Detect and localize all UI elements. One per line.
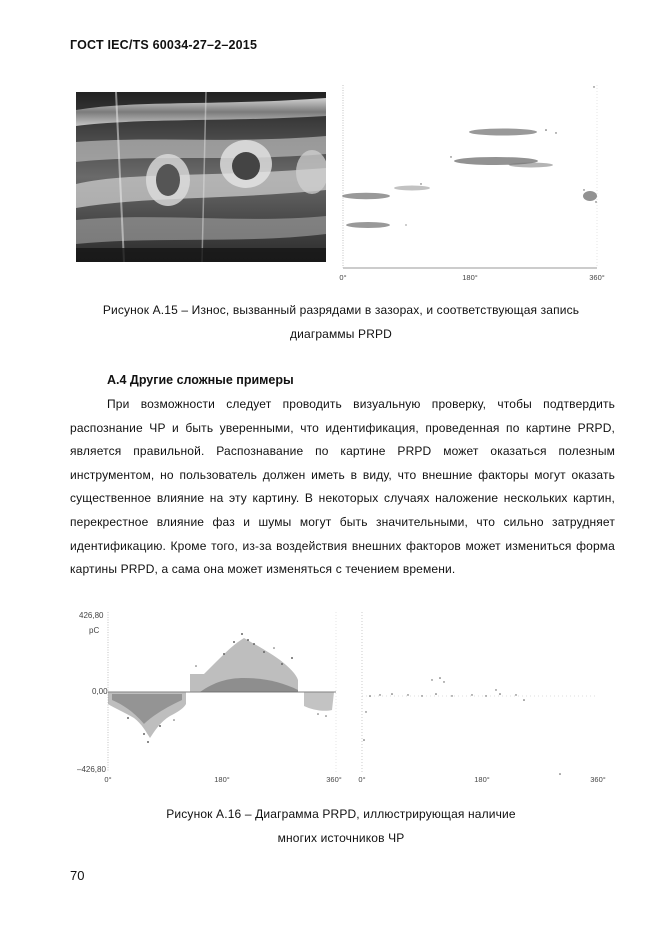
figure-a16-caption-line2: многих источников ЧР xyxy=(277,831,405,845)
figure-a15-caption-line1: Рисунок А.15 – Износ, вызванный разрядами в зазорах, и соответствующая запись xyxy=(102,303,580,317)
page-number: 70 xyxy=(70,868,85,883)
section-paragraph xyxy=(70,393,615,582)
paragraph-text: При возможности следует проводить визуальную проверку, чтобы подтвердить распознание ЧР и быть уверенными, что идентификация, проведенная по картине PRPD, является правильной. Распознавание по картине PRPD может оказаться полезным инструментом, но пользователь должен иметь в виду, что внешние факторы могут оказать существенное влияние на эту картину. В некоторых случаях наложение нескольких картин, перекрестное влияние фаз и шумы могут быть значительными, что сильно затрудняет идентификацию. Кроме того, из-за воздействия внешних факторов может измениться форма картины PRPD, а сама она может изменяться с течением времени. xyxy=(70,397,615,577)
document-header: ГОСТ IEC/TS 60034-27–2–2015 xyxy=(70,38,258,52)
x-tick-360: 360° xyxy=(326,775,342,784)
figure-a15-caption-line2: диаграммы PRPD xyxy=(289,327,392,341)
figure-a16-caption-line1: Рисунок А.16 – Диаграмма PRPD, иллюстрирующая наличие xyxy=(166,807,516,821)
y-axis-unit-label: pC xyxy=(89,626,100,635)
x-tick-0: 0° xyxy=(104,775,112,784)
y-axis-zero-label: 0,00 xyxy=(92,687,108,696)
x-tick-180: 180° xyxy=(474,775,490,784)
y-axis-top-label: 426,80 xyxy=(79,611,104,620)
x-tick-0: 0° xyxy=(358,775,366,784)
prpd-plot-a16-left xyxy=(104,608,348,786)
section-title: А.4 Другие сложные примеры xyxy=(107,373,294,387)
x-tick-360: 360° xyxy=(589,273,605,282)
x-tick-180: 180° xyxy=(462,273,478,282)
prpd-plot-a15 xyxy=(336,82,606,284)
x-tick-0: 0° xyxy=(339,273,347,282)
x-tick-180: 180° xyxy=(214,775,230,784)
prpd-plot-a16-right xyxy=(352,608,610,786)
wear-photo xyxy=(76,92,326,262)
x-tick-360: 360° xyxy=(590,775,606,784)
y-axis-bottom-label: –426,80 xyxy=(77,765,106,774)
